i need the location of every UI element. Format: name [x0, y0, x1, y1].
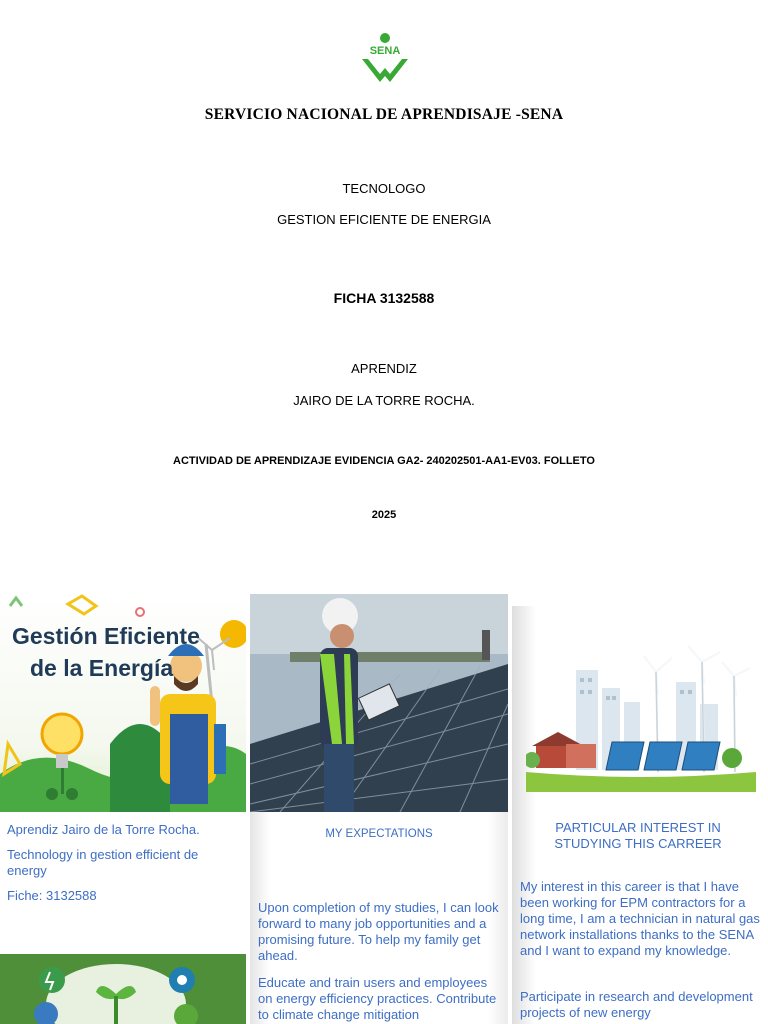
- activity-title: ACTIVIDAD DE APRENDIZAJE EVIDENCIA GA2- 240202501-AA1-EV03. FOLLETO: [173, 455, 595, 467]
- ficha-number: FICHA 3132588: [333, 290, 435, 306]
- institution-name: SERVICIO NACIONAL DE APRENDISAJE -SENA: [204, 106, 564, 123]
- interest-paragraph-1: My interest in this career is that I have been working for EPM contractors for a long time, I am a technician in natural gas network installations thanks to the SENA and I want to expand my knowledge.: [520, 879, 760, 958]
- brochure-panel-interest: [512, 606, 768, 1024]
- energy-poster-illustration: [0, 594, 246, 812]
- poster-title-line1: Gestión Eficiente: [12, 623, 200, 649]
- learner-name: Aprendiz Jairo de la Torre Rocha.: [7, 822, 200, 837]
- green-icons-illustration: [0, 954, 246, 1024]
- learner-role: APRENDIZ: [351, 361, 417, 376]
- poster-title: [12, 620, 200, 684]
- svg-text:SENA: SENA: [369, 45, 401, 57]
- brochure-panel-intro: [0, 594, 246, 1024]
- brochure-panel-expectations: [250, 594, 508, 1024]
- solar-technician-photo: [250, 594, 508, 812]
- poster-title-line2: de la Energía: [30, 655, 174, 681]
- expectations-paragraph-1: Upon completion of my studies, I can look forward to many job opportunities and a promising future. To help my family get ahead.: [258, 900, 499, 963]
- expectations-heading: MY EXPECTATIONS: [325, 828, 433, 840]
- year: 2025: [371, 509, 397, 521]
- interest-paragraph-2: Participate in research and development projects of new energy: [520, 989, 753, 1020]
- program-name: GESTION EFICIENTE DE ENERGIA: [277, 212, 491, 227]
- interest-heading: PARTICULAR INTEREST IN STUDYING THIS CARREER: [554, 820, 722, 851]
- renewable-city-illustration: [526, 632, 756, 792]
- fiche-number: Fiche: 3132588: [7, 888, 97, 903]
- expectations-paragraph-2: Educate and train users and employees on energy efficiency practices. Contribute to climate change mitigation: [258, 975, 497, 1022]
- student-name: JAIRO DE LA TORRE ROCHA.: [293, 393, 475, 408]
- sena-logo: [358, 32, 412, 86]
- technology-line: Technology in gestion efficient de energy: [7, 847, 199, 878]
- program-level: TECNOLOGO: [342, 181, 426, 196]
